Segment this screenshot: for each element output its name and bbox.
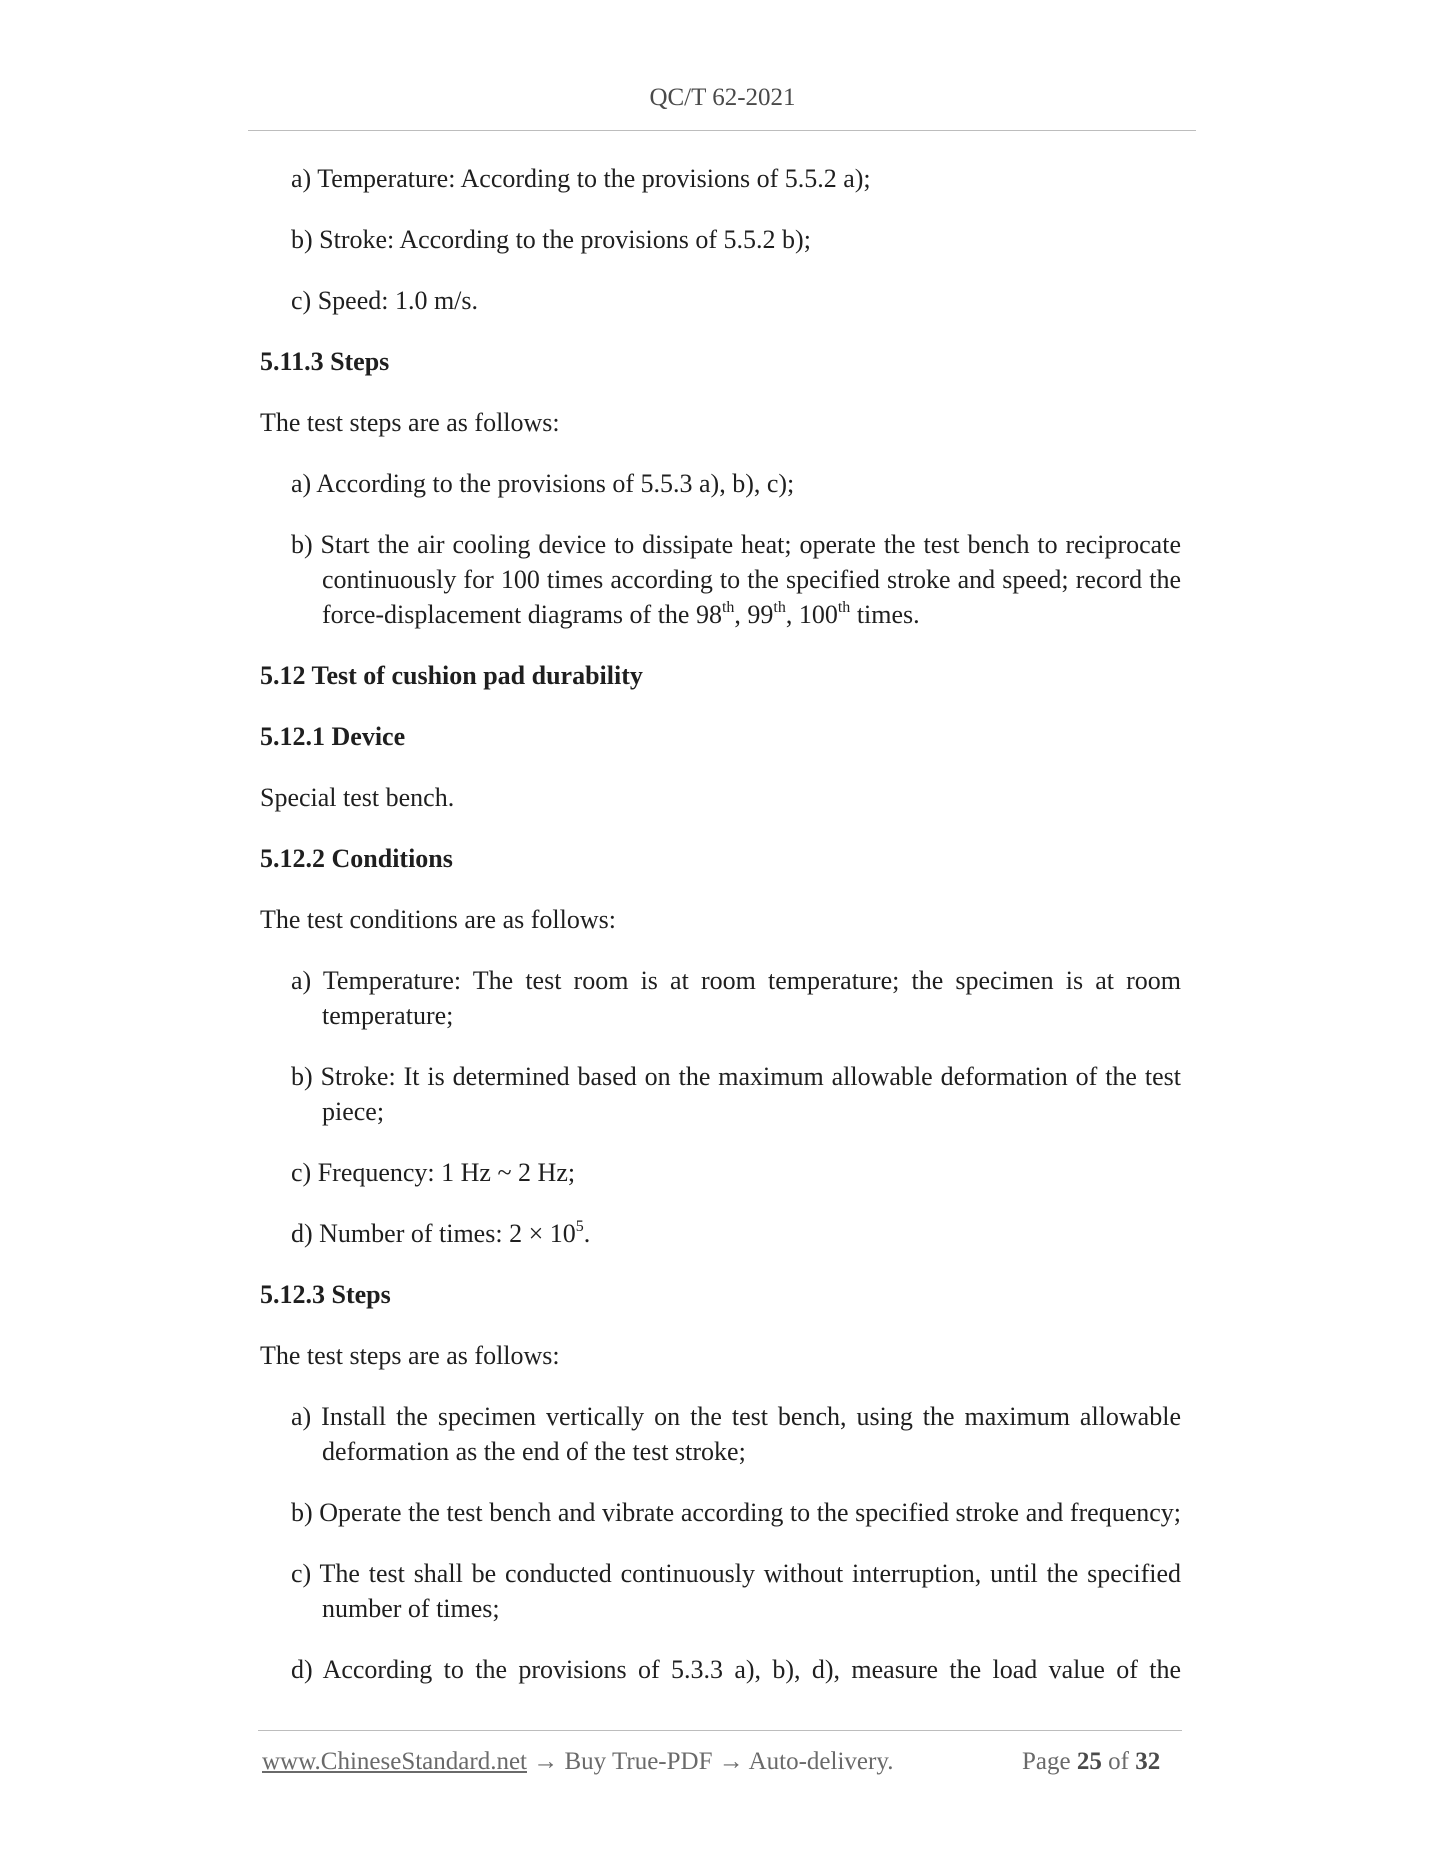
buy-text: Buy True-PDF bbox=[564, 1748, 713, 1775]
paragraph: The test steps are as follows: bbox=[260, 1341, 560, 1370]
list-item-continuation: deformation as the end of the test stroke; bbox=[322, 1437, 746, 1466]
list-item: c) The test shall be conducted continuously without interruption, until the specified bbox=[291, 1559, 1181, 1588]
list-item: d) Number of times: $2 \times 10^5$. bbox=[291, 1218, 591, 1248]
list-item-continuation: temperature; bbox=[322, 1001, 454, 1030]
arrow-icon: → bbox=[533, 1748, 559, 1775]
section-heading: 5.12.2 Conditions bbox=[260, 844, 453, 873]
footer-links bbox=[262, 1748, 893, 1776]
section-heading: 5.11.3 Steps bbox=[260, 347, 390, 376]
paragraph: The test steps are as follows: bbox=[260, 408, 560, 437]
delivery-text: Auto-delivery. bbox=[748, 1748, 894, 1775]
list-item-continuation: continuously for 100 times according to the specified stroke and speed; record the bbox=[322, 565, 1181, 594]
total-pages: 32 bbox=[1135, 1748, 1161, 1775]
current-page: 25 bbox=[1076, 1748, 1102, 1775]
list-item: a) According to the provisions of 5.5.3 a), b), c); bbox=[291, 469, 795, 498]
paragraph: The test conditions are as follows: bbox=[260, 905, 616, 934]
page-header: QC/T 62-2021 bbox=[649, 84, 796, 111]
header-divider bbox=[248, 130, 1196, 131]
list-item: a) Install the specimen vertically on the test bench, using the maximum allowable bbox=[291, 1402, 1181, 1431]
page-number: Page 25 of 32 bbox=[1022, 1748, 1161, 1775]
list-item: b) Operate the test bench and vibrate according to the specified stroke and frequency; bbox=[291, 1498, 1181, 1527]
list-item-continuation: force-displacement diagrams of the 98th, 99th, 100th times. bbox=[322, 599, 920, 629]
paragraph: Special test bench. bbox=[260, 783, 455, 812]
section-heading: 5.12 Test of cushion pad durability bbox=[260, 661, 643, 690]
list-item: c) Speed: 1.0 m/s. bbox=[291, 286, 479, 315]
list-item: a) Temperature: According to the provisions of 5.5.2 a); bbox=[291, 164, 871, 193]
section-heading: 5.12.3 Steps bbox=[260, 1280, 391, 1309]
list-item: a) Temperature: The test room is at room temperature; the specimen is at room bbox=[291, 966, 1181, 995]
list-item: b) Start the air cooling device to dissipate heat; operate the test bench to reciprocate bbox=[291, 530, 1181, 559]
list-item-continuation: number of times; bbox=[322, 1594, 500, 1623]
site-link[interactable]: www.ChineseStandard.net bbox=[262, 1748, 527, 1775]
section-heading: 5.12.1 Device bbox=[260, 722, 406, 751]
list-item: c) Frequency: 1 Hz ~ 2 Hz; bbox=[291, 1158, 576, 1187]
arrow-icon: → bbox=[718, 1748, 744, 1775]
list-item: b) Stroke: It is determined based on the maximum allowable deformation of the test bbox=[291, 1062, 1181, 1091]
list-item: d) According to the provisions of 5.3.3 a), b), d), measure the load value of the bbox=[291, 1655, 1181, 1684]
list-item: b) Stroke: According to the provisions of 5.5.2 b); bbox=[291, 225, 811, 254]
list-item-continuation: piece; bbox=[322, 1097, 385, 1126]
footer-divider bbox=[258, 1730, 1182, 1731]
